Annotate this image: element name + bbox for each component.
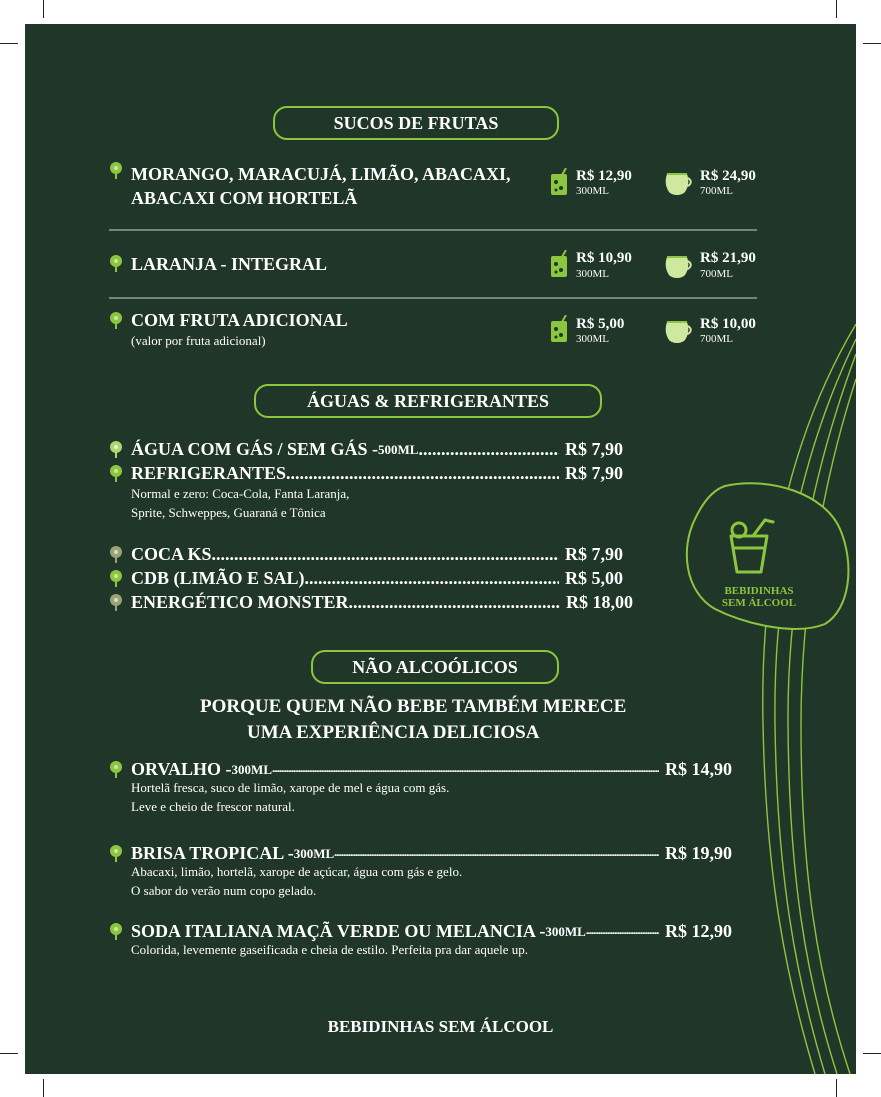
item-description: Colorida, levemente gaseificada e cheia de estilo. Perfeita pra dar aquele up.: [131, 942, 529, 957]
bullet-leaf-icon: [109, 546, 123, 564]
pitcher-icon: [665, 318, 693, 344]
bullet-leaf-icon: [109, 255, 123, 273]
juice-item-note: (valor por fruta adicional): [131, 333, 266, 348]
bullet-leaf-icon: [109, 441, 123, 459]
item-description: Abacaxi, limão, hortelã, xarope de açúcar, água com gás e gelo. O sabor do verão num copo gelado.: [131, 864, 463, 898]
divider: [109, 297, 757, 299]
section-title-waters: ÁGUAS & REFRIGERANTES: [254, 384, 602, 418]
bullet-leaf-icon: [109, 594, 123, 612]
footer-title: BEBIDINHAS SEM ÁLCOOL: [327, 1017, 554, 1036]
menu-row: REFRIGERANTES ..... R$ 7,90: [131, 461, 623, 485]
bullet-leaf-icon: [109, 845, 123, 863]
size-700ml: 700ML: [700, 185, 733, 197]
menu-row: ORVALHO - 300ML ..... R$ 14,90: [131, 757, 732, 783]
price-300ml: R$ 10,90: [576, 250, 632, 266]
menu-row: COCA KS ..... R$ 7,90: [131, 542, 623, 566]
bullet-leaf-icon: [109, 923, 123, 941]
pitcher-icon: [665, 253, 693, 279]
item-description: Hortelã fresca, suco de limão, xarope de mel e água com gás. Leve e cheio de frescor natural.: [131, 780, 450, 814]
juice-item-name: LARANJA - INTEGRAL: [131, 254, 328, 274]
menu-row: ENERGÉTICO MONSTER ..... R$ 18,00: [131, 590, 633, 614]
crop-mark: [836, 0, 837, 18]
size-300ml: 300ML: [576, 268, 609, 280]
divider: [109, 229, 757, 231]
menu-row: ÁGUA COM GÁS / SEM GÁS - 500ML ..... R$ 7,90: [131, 437, 623, 463]
crop-mark: [863, 1053, 881, 1054]
bullet-leaf-icon: [109, 465, 123, 483]
price-300ml: R$ 12,90: [576, 168, 632, 184]
price-700ml: R$ 21,90: [700, 250, 756, 266]
item-description: Normal e zero: Coca-Cola, Fanta Laranja, Sprite, Schweppes, Guaraná e Tônica: [131, 486, 350, 520]
crop-mark: [863, 43, 881, 44]
size-300ml: 300ML: [576, 185, 609, 197]
bullet-leaf-icon: [109, 312, 123, 330]
section-title-nonalcoholic: NÃO ALCOÓLICOS: [311, 650, 559, 684]
menu-page: [25, 24, 856, 1074]
bullet-leaf-icon: [109, 570, 123, 588]
price-300ml: R$ 5,00: [576, 316, 625, 332]
size-300ml: 300ML: [576, 333, 609, 345]
crop-mark: [43, 0, 44, 18]
crop-mark: [0, 43, 18, 44]
section-title-juices: SUCOS DE FRUTAS: [273, 106, 559, 140]
price-700ml: R$ 24,90: [700, 168, 756, 184]
small-glass-icon: [549, 168, 569, 196]
crop-mark: [0, 1053, 18, 1054]
size-700ml: 700ML: [700, 333, 733, 345]
juice-item-name: MORANGO, MARACUJÁ, LIMÃO, ABACAXI, ABACAXI COM HORTELÃ: [131, 164, 511, 208]
menu-row: BRISA TROPICAL - 300ML ..... R$ 19,90: [131, 841, 732, 867]
badge-label: BEBIDINHAS SEM ÁLCOOL: [721, 585, 797, 609]
juice-item-name: COM FRUTA ADICIONAL: [131, 310, 348, 330]
price-700ml: R$ 10,00: [700, 316, 756, 332]
bullet-leaf-icon: [109, 761, 123, 779]
small-glass-icon: [549, 315, 569, 343]
bullet-leaf-icon: [109, 162, 123, 180]
tagline: PORQUE QUEM NÃO BEBE TAMBÉM MERECE UMA EXPERIÊNCIA DELICIOSA: [200, 696, 627, 743]
pitcher-icon: [665, 170, 693, 196]
size-700ml: 700ML: [700, 268, 733, 280]
crop-mark: [836, 1079, 837, 1097]
small-glass-icon: [549, 250, 569, 278]
glass-with-straw-icon: [723, 516, 779, 578]
menu-row: SODA ITALIANA MAÇÃ VERDE OU MELANCIA - 300ML ..... R$ 12,90: [131, 919, 732, 945]
crop-mark: [43, 1079, 44, 1097]
menu-row: CDB (LIMÃO E SAL) ..... R$ 5,00: [131, 566, 623, 590]
